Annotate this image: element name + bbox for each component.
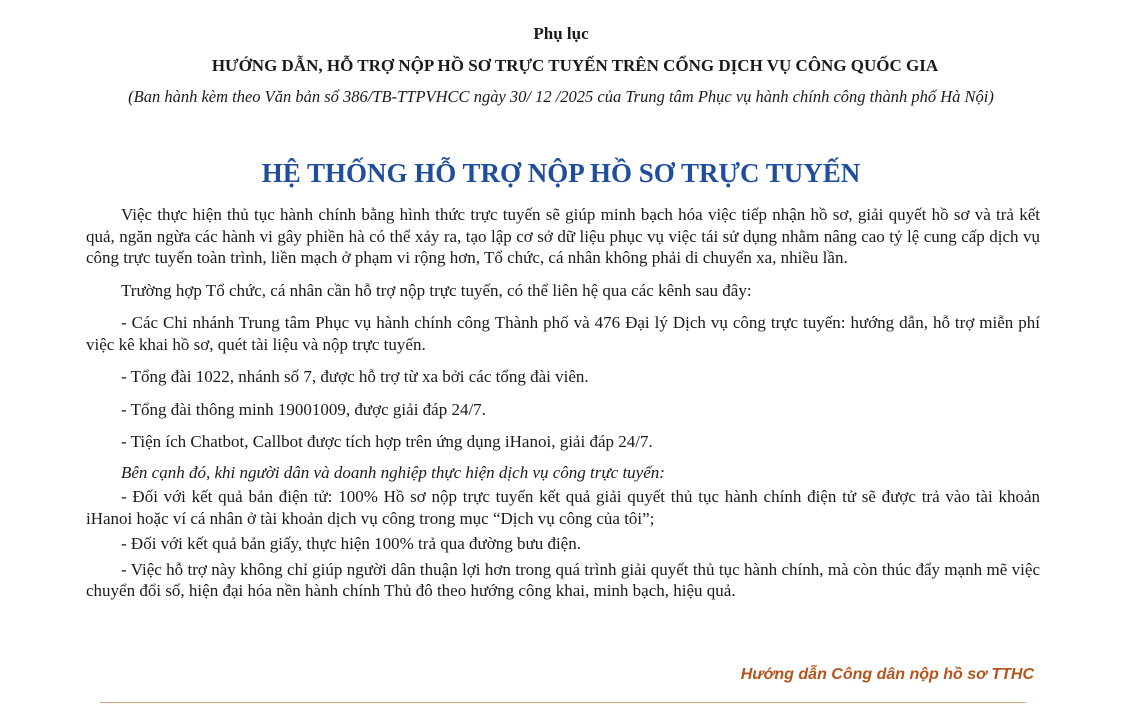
appendix-title: HƯỚNG DẪN, HỖ TRỢ NỘP HỒ SƠ TRỰC TUYẾN TRÊN CỔNG DỊCH VỤ CÔNG QUỐC GIA xyxy=(211,56,939,75)
channel-hotline: - Tổng đài 1022, nhánh số 7, được hỗ trợ từ xa bởi các tổng đài viên. xyxy=(121,367,589,386)
electronic-result-paragraph: - Đối với kết quả bản điện tử: 100% Hồ sơ nộp trực tuyến kết quả giải quyết thủ tục hành chính điện tử sẽ được trả vào tài khoản iHanoi hoặc ví cá nhân ở tài khoản dịch vụ công trong mục “Dịch vụ công của tôi”; xyxy=(86,487,1040,528)
main-heading: HỆ THỐNG HỖ TRỢ NỘP HỒ SƠ TRỰC TUYẾN xyxy=(261,158,861,188)
besides-paragraph: Bên cạnh đó, khi người dân và doanh nghiệp thực hiện dịch vụ công trực tuyến: xyxy=(121,462,665,482)
conclusion-paragraph: - Việc hỗ trợ này không chỉ giúp người dân thuận lợi hơn trong quá trình giải quyết thủ tục hành chính, mà còn thúc đẩy mạnh mẽ việc chuyển đổi số, hiện đại hóa nền hành chính Thủ đô theo hướng công khai, minh bạch, hiệu quả. xyxy=(86,559,1040,600)
intro-paragraph: Việc thực hiện thủ tục hành chính bằng hình thức trực tuyến sẽ giúp minh bạch hóa việc tiếp nhận hồ sơ, giải quyết hồ sơ và trả kết quả, ngăn ngừa các hành vi gây phiền hà có thể xảy ra, tạo lập cơ sở dữ liệu phục vụ việc tái sử dụng nhằm nâng cao tỷ lệ cung cấp dịch vụ công trực tuyến toàn trình, liền mạch ở phạm vi rộng hơn, Tổ chức, cá nhân không phải di chuyển xa, nhiều lần. xyxy=(86,205,1040,267)
contact-intro-paragraph: Trường hợp Tổ chức, cá nhân cần hỗ trợ nộp trực tuyến, có thể liên hệ qua các kênh sau đây: xyxy=(121,280,752,300)
paper-result-paragraph: - Đối với kết quả bản giấy, thực hiện 100% trả qua đường bưu điện. xyxy=(121,534,581,553)
footer-divider xyxy=(100,702,1026,703)
channel-branches: - Các Chi nhánh Trung tâm Phục vụ hành chính công Thành phố và 476 Đại lý Dịch vụ công trực tuyến: hướng dẫn, hỗ trợ miễn phí việc kê khai hồ sơ, quét tài liệu và nộp trực tuyến. xyxy=(86,313,1040,354)
document-body xyxy=(86,204,1040,602)
appendix-subtitle: (Ban hành kèm theo Văn bản số 386/TB-TTPVHCC ngày 30/ 12 /2025 của Trung tâm Phục vụ hành chính công thành phố Hà Nội) xyxy=(128,87,994,106)
channel-smart-hotline: - Tổng đài thông minh 19001009, được giải đáp 24/7. xyxy=(121,399,486,419)
footer-note: Hướng dẫn Công dân nộp hồ sơ TTHC xyxy=(740,666,1034,683)
appendix-label: Phụ lục xyxy=(533,24,589,43)
channel-chatbot: - Tiện ích Chatbot, Callbot được tích hợp trên ứng dụng iHanoi, giải đáp 24/7. xyxy=(121,432,653,451)
